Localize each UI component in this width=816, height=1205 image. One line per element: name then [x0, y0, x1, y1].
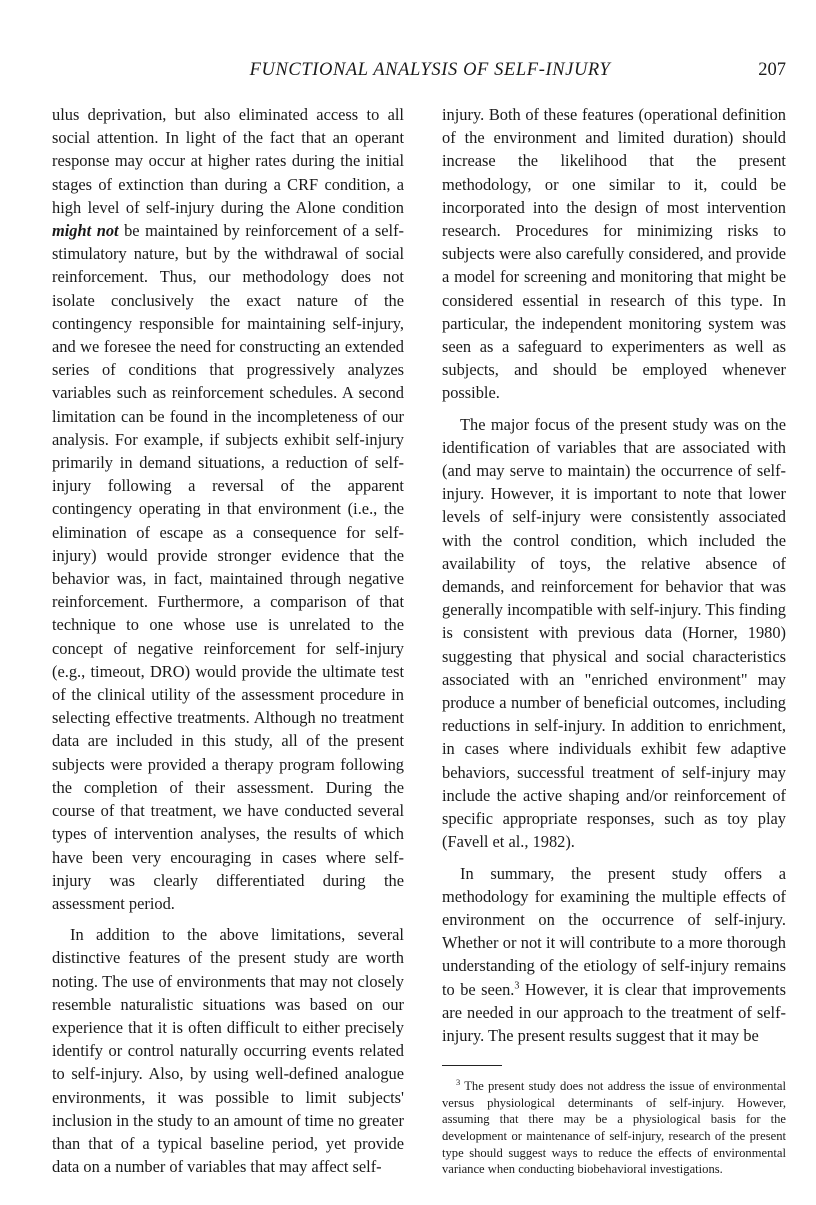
footnote [442, 1078, 786, 1178]
paragraph-text: ulus deprivation, but also eliminated access to all social attention. In light of the fact that an operant response may occur at higher rates during the initial stages of extinction than during a CRF condition, a high level of self-injury during the Alone condition [52, 105, 404, 217]
paragraph-text: be maintained by reinforcement of a self-stimulatory nature, but by the withdrawal of social reinforcement. Thus, our methodology does not isolate conclusively the exact nature of the contingency responsible for maintaining self-injury, and we foresee the need for constructing an extended series of conditions that progressively analyzes variables such as reinforcement schedules. A second limitation can be found in the incompleteness of our analysis. For example, if subjects exhibit self-injury primarily in demand situations, a reduction of self-injury following a reversal of the apparent contingency operating in that environment (i.e., the elimination of escape as a consequence for self-injury) would provide stronger evidence that the behavior was, in fact, maintained through negative reinforcement. Furthermore, a comparison of that technique to one whose use is unrelated to the concept of negative reinforcement for self-injury (e.g., timeout, DRO) would provide the ultimate test of the clinical utility of the assessment procedure in selecting effective treatments. Although no treatment data are included in this study, all of the present subjects were provided a therapy program following the completion of their assessment. During the course of that treatment, we have conducted several types of intervention analyses, the results of which have been very encouraging in cases where self-injury was clearly differentiated during the assessment period. [52, 221, 404, 913]
footnote-text: The present study does not address the issue of environmental versus physiological determinants of self-injury. However, assuming that there may be a physiological basis for the development or maintenance of self-injury, research of the present type should suggest ways to reduce the effects of environmental variance when conducting biobehavioral investigations. [442, 1079, 786, 1177]
paragraph-text: In summary, the present study offers a methodology for examining the multiple effects of environment on the occurrence of self-injury. Whether or not it will contribute to a more thorough understanding of the etiology of self-injury remains to be seen. [442, 863, 786, 999]
footnote-reference: 3 [514, 980, 520, 992]
right-column [442, 103, 786, 1178]
paragraph-text: However, it is clear that improvements are needed in our approach to the treatment of self-injury. The present results suggest that it may be [442, 979, 786, 1045]
page-header [0, 60, 816, 86]
page-number: 207 [758, 60, 786, 80]
right-paragraph-2: The major focus of the present study was on the identification of variables that are associated with (and may serve to maintain) the occurrence of self-injury. However, it is important to note that lower levels of self-injury were consistently associated with the control condition, which included the availability of toys, the relative absence of demands, and reinforcement for behavior that was generally incompatible with self-injury. This finding is consistent with previous data (Horner, 1980) suggesting that physical and social characteristics associated with an "enriched environment" may produce a number of beneficial outcomes, including reductions in self-injury. In addition to enrichment, in cases where individuals exhibit few adaptive behaviors, successful treatment of self-injury may include the active shaping and/or reinforcement of specific appropriate responses, such as toy play (Favell et al., 1982). [442, 414, 786, 852]
emphasis-text: might not [52, 221, 119, 241]
footnote-marker: 3 [456, 1076, 461, 1087]
footnote-divider [442, 1065, 502, 1066]
right-paragraph-1: injury. Both of these features (operational definition of the environment and limited duration) should increase the likelihood that the present methodology, or one similar to it, could be incorporated into the design of most intervention research. Procedures for minimizing risks to subjects were also carefully considered, and provide a model for screening and monitoring that might be considered essential in research of this type. In particular, the independent monitoring system was seen as a safeguard to experimenters as well as subjects, and should be employed whenever possible. [442, 105, 786, 403]
left-column [52, 103, 404, 1178]
right-paragraph-3 [442, 862, 786, 1048]
running-title: FUNCTIONAL ANALYSIS OF SELF-INJURY [249, 60, 611, 80]
left-paragraph-2: In addition to the above limitations, several distinctive features of the present study are worth noting. The use of environments that may not closely resemble naturalistic situations was based on our experience that it is often difficult to either precisely identify or control naturally occurring events related to self-injury. Also, by using well-defined analogue environments, it was possible to limit subjects' inclusion in the study to an amount of time no greater than that of a typical baseline period, yet provide data on a number of variables that may affect self- [52, 925, 404, 1177]
left-paragraph-1 [52, 103, 404, 915]
